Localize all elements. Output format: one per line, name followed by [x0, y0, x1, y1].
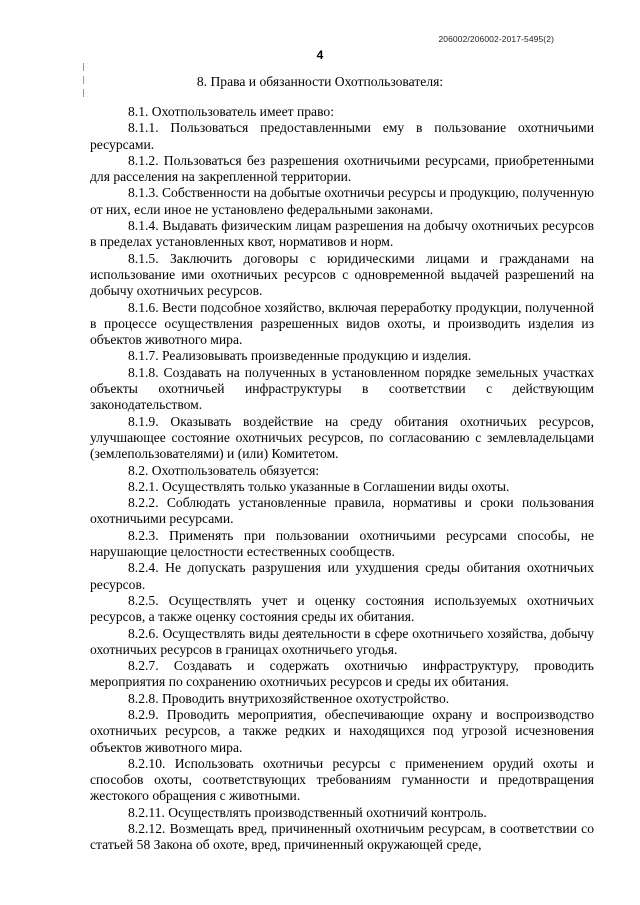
paragraph-8-1-5: 8.1.5. Заключить договоры с юридическими лицами и гражданами на использование ими охотничьих ресурсов с одновременной выдачей разрешений на добычу охотничьих ресурсов.	[90, 250, 594, 299]
paragraph-8-1-2: 8.1.2. Пользоваться без разрешения охотничьими ресурсами, приобретенными для расселения на закрепленной территории.	[90, 152, 594, 185]
document-id: 206002/206002-2017-5495(2)	[438, 34, 554, 44]
paragraph-8-1: 8.1. Охотпользователь имеет право:	[128, 104, 334, 119]
paragraph-8-1-9: 8.1.9. Оказывать воздействие на среду обитания охотничьих ресурсов, улучшающее состояние охотничьих ресурсов, по согласованию с землевладельцами (землепользователями) и (или) Комитетом.	[90, 413, 594, 462]
paragraph-8-1-4: 8.1.4. Выдавать физическим лицам разрешения на добычу охотничьих ресурсов в пределах установленных квот, нормативов и норм.	[90, 218, 594, 250]
paragraph-8-2-12: 8.2.12. Возмещать вред, причиненный охотничьим ресурсам, в соответствии со статьей 58 Закона об охоте, вред, причиненный окружающей среде,	[90, 821, 594, 853]
page-number: 4	[316, 48, 324, 62]
paragraph-8-2-7: 8.2.7. Создавать и содержать охотничью инфраструктуру, проводить мероприятия по сохранению охотничьих ресурсов и среды их обитания.	[90, 658, 594, 690]
paragraph-8-2-3: 8.2.3. Применять при пользовании охотничьими ресурсами способы, не нарушающие целостности естественных сообществ.	[90, 527, 594, 560]
document-body	[90, 104, 594, 854]
paragraph-8-2-1: 8.2.1. Осуществлять только указанные в Соглашении виды охоты.	[128, 478, 510, 494]
paragraph-8-1-1: 8.1.1. Пользоваться предоставленными ему в пользование охотничьими ресурсами.	[90, 120, 594, 152]
paragraph-8-2-4: 8.2.4. Не допускать разрушения или ухудшения среды обитания охотничьих ресурсов.	[90, 560, 594, 592]
paragraph-8-2-9: 8.2.9. Проводить мероприятия, обеспечивающие охрану и воспроизводство охотничьих ресурсов, а также редких и находящихся под угрозой исчезновения объектов животного мира.	[90, 706, 594, 755]
paragraph-8-2-10: 8.2.10. Использовать охотничьи ресурсы с применением орудий охоты и способов охоты, соответствующих требованиям гуманности и предотвращения жестокого обращения с животными.	[90, 755, 594, 804]
paragraph-8-2-5: 8.2.5. Осуществлять учет и оценку состояния используемых охотничьих ресурсов, а также оценку состояния среды их обитания.	[90, 592, 594, 625]
paragraph-8-2-8: 8.2.8. Проводить внутрихозяйственное охотустройство.	[128, 690, 450, 706]
paragraph-8-2: 8.2. Охотпользователь обязуется:	[128, 462, 320, 478]
paragraph-8-1-6: 8.1.6. Вести подсобное хозяйство, включая переработку продукции, полученной в процессе осуществления разрешенных видов охоты, и производить изделия из объектов животного мира.	[90, 299, 594, 348]
paragraph-8-1-8: 8.1.8. Создавать на полученных в установленном порядке земельных участках объекты охотничьей инфраструктуры в соответствии с действующим законодательством.	[90, 364, 594, 413]
paragraph-8-1-3: 8.1.3. Собственности на добытые охотничьи ресурсы и продукцию, полученную от них, если иное не установлено федеральными законами.	[90, 185, 594, 217]
paragraph-8-1-7: 8.1.7. Реализовывать произведенные продукцию и изделия.	[128, 348, 472, 364]
paragraph-8-2-6: 8.2.6. Осуществлять виды деятельности в сфере охотничьего хозяйства, добычу охотничьих ресурсов в границах охотничьего угодья.	[90, 625, 594, 657]
paragraph-8-2-11: 8.2.11. Осуществлять производственный охотничий контроль.	[128, 804, 487, 820]
section-title: 8. Права и обязанности Охотпользователя:	[196, 74, 444, 89]
paragraph-8-2-2: 8.2.2. Соблюдать установленные правила, нормативы и сроки пользования охотничьими ресурсами.	[90, 495, 594, 527]
